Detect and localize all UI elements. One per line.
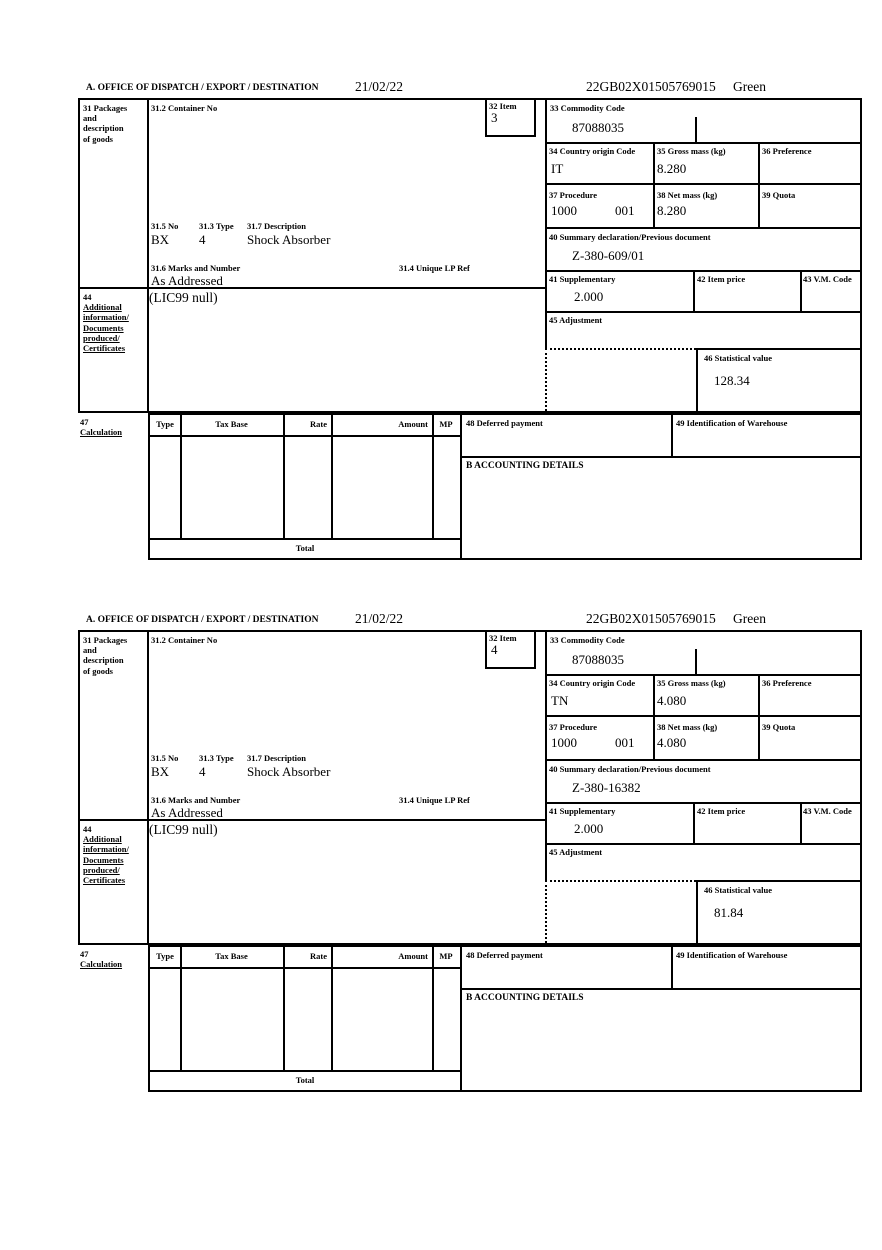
divider (80, 819, 545, 821)
statistical-value-box (696, 348, 860, 411)
item-price-label: 42 Item price (697, 806, 746, 816)
total-row: Total (148, 540, 462, 560)
package-kind-value: BX (151, 232, 170, 247)
packages-type-label: 31.3 Type (199, 753, 234, 763)
box31-label: 31 Packages and description of goods (83, 635, 128, 676)
commodity-code-subdivider (695, 117, 697, 142)
divider (800, 802, 802, 843)
deferred-payment-label: 48 Deferred payment (466, 418, 543, 428)
procedure-code-value: 1000 (551, 203, 577, 218)
dotted-divider (545, 880, 547, 943)
office-of-dispatch-label: A. OFFICE OF DISPATCH / EXPORT / DESTINATION (86, 83, 319, 93)
divider (545, 227, 860, 229)
divider (150, 435, 460, 437)
statistical-value: 128.34 (714, 373, 750, 388)
accounting-box (460, 413, 862, 560)
divider (462, 456, 860, 458)
divider (147, 632, 149, 943)
calculation-table (148, 413, 462, 540)
col-header-mp: MP (439, 951, 453, 961)
package-count-value: 4 (199, 764, 206, 779)
divider (432, 947, 434, 1070)
procedure-label: 37 Procedure (549, 190, 598, 200)
box44-label: 44 Additional information/ Documents produced/ Certificates (83, 292, 129, 353)
procedure-extra-value: 001 (615, 735, 635, 750)
procedure-label: 37 Procedure (549, 722, 598, 732)
divider (283, 415, 285, 538)
commodity-code-label: 33 Commodity Code (550, 635, 625, 645)
country-origin-value: TN (551, 693, 569, 708)
box47-label: 47 Calculation (80, 417, 123, 438)
summary-declaration-label: 40 Summary declaration/Previous document (549, 764, 711, 774)
divider (331, 947, 333, 1070)
marks-value: As Addressed (151, 273, 223, 288)
col-header-amount: Amount (398, 951, 428, 961)
previous-document-value: Z-380-16382 (572, 780, 641, 795)
accounting-details-label: B ACCOUNTING DETAILS (466, 993, 584, 1003)
col-header-type: Type (156, 951, 174, 961)
procedure-code-value: 1000 (551, 735, 577, 750)
office-of-dispatch-label: A. OFFICE OF DISPATCH / EXPORT / DESTINATION (86, 615, 319, 625)
description-label: 31.7 Description (247, 753, 307, 763)
col-header-tax-base: Tax Base (215, 419, 248, 429)
item-number-value: 3 (491, 110, 498, 125)
goods-description-value: Shock Absorber (247, 764, 331, 779)
gross-mass-value: 8.280 (657, 161, 687, 176)
net-mass-value: 8.280 (657, 203, 687, 218)
divider (545, 311, 860, 313)
gross-mass-label: 35 Gross mass (kg) (657, 678, 726, 688)
commodity-code-value: 87088035 (572, 120, 624, 135)
vm-code-label: 43 V.M. Code (803, 274, 852, 284)
col-header-mp: MP (439, 419, 453, 429)
total-row: Total (148, 1072, 462, 1092)
divider (800, 270, 802, 311)
divider (283, 947, 285, 1070)
divider (545, 759, 860, 761)
commodity-code-subdivider (695, 649, 697, 674)
col-header-rate: Rate (310, 419, 327, 429)
mrn-value: 22GB02X01505769015 (586, 611, 716, 626)
preference-label: 36 Preference (762, 146, 812, 156)
marks-label: 31.6 Marks and Number (151, 263, 241, 273)
item-number-box (485, 100, 536, 137)
description-label: 31.7 Description (247, 221, 307, 231)
adjustment-label: 45 Adjustment (549, 315, 603, 325)
container-no-label: 31.2 Container No (151, 635, 218, 645)
warehouse-label: 49 Identification of Warehouse (676, 950, 788, 960)
acceptance-date: 21/02/22 (355, 79, 404, 94)
declaration-item-section-1 (78, 76, 864, 566)
commodity-code-value: 87088035 (572, 652, 624, 667)
accounting-box (460, 945, 862, 1092)
package-kind-value: BX (151, 764, 170, 779)
col-header-type: Type (156, 419, 174, 429)
divider (180, 415, 182, 538)
packages-type-label: 31.3 Type (199, 221, 234, 231)
calculation-table (148, 945, 462, 1072)
divider (80, 287, 545, 289)
dotted-divider (545, 348, 547, 411)
item-detail-box (78, 98, 862, 413)
divider (545, 715, 860, 717)
divider (545, 802, 860, 804)
box31-label: 31 Packages and description of goods (83, 103, 128, 144)
statistical-value-label: 46 Statistical value (704, 353, 772, 363)
vm-code-label: 43 V.M. Code (803, 806, 852, 816)
box44-label: 44 Additional information/ Documents produced/ Certificates (83, 824, 129, 885)
divider (693, 802, 695, 843)
package-count-value: 4 (199, 232, 206, 247)
unique-lp-ref-label: 31.4 Unique LP Ref (399, 795, 470, 805)
box47-label: 47 Calculation (80, 949, 123, 970)
warehouse-label: 49 Identification of Warehouse (676, 418, 788, 428)
item-number-box (485, 632, 536, 669)
acceptance-date: 21/02/22 (355, 611, 404, 626)
mrn-value: 22GB02X01505769015 (586, 79, 716, 94)
marks-label: 31.6 Marks and Number (151, 795, 241, 805)
declaration-item-section-2 (78, 608, 864, 1098)
unique-lp-ref-label: 31.4 Unique LP Ref (399, 263, 470, 273)
adjustment-label: 45 Adjustment (549, 847, 603, 857)
item-label: 32 Item (489, 633, 517, 643)
packages-no-label: 31.5 No (151, 753, 179, 763)
deferred-payment-label: 48 Deferred payment (466, 950, 543, 960)
divider (545, 142, 860, 144)
country-origin-label: 34 Country origin Code (549, 678, 636, 688)
divider (180, 947, 182, 1070)
statistical-value-box (696, 880, 860, 943)
divider (671, 415, 673, 456)
preference-label: 36 Preference (762, 678, 812, 688)
dotted-divider (545, 880, 696, 882)
item-detail-box (78, 630, 862, 945)
item-price-label: 42 Item price (697, 274, 746, 284)
col-header-amount: Amount (398, 419, 428, 429)
divider (545, 183, 860, 185)
quota-label: 39 Quota (762, 722, 796, 732)
statistical-value-label: 46 Statistical value (704, 885, 772, 895)
additional-info-value: (LIC99 null) (149, 290, 218, 305)
divider (693, 270, 695, 311)
gross-mass-value: 4.080 (657, 693, 687, 708)
divider (545, 843, 860, 845)
col-header-tax-base: Tax Base (215, 951, 248, 961)
goods-description-value: Shock Absorber (247, 232, 331, 247)
statistical-value: 81.84 (714, 905, 744, 920)
net-mass-label: 38 Net mass (kg) (657, 722, 718, 732)
quota-label: 39 Quota (762, 190, 796, 200)
col-header-rate: Rate (310, 951, 327, 961)
procedure-extra-value: 001 (615, 203, 635, 218)
net-mass-value: 4.080 (657, 735, 687, 750)
divider (462, 988, 860, 990)
item-label: 32 Item (489, 101, 517, 111)
divider (671, 947, 673, 988)
divider (150, 967, 460, 969)
divider (331, 415, 333, 538)
supplementary-value: 2.000 (574, 289, 604, 304)
dotted-divider (545, 348, 696, 350)
packages-no-label: 31.5 No (151, 221, 179, 231)
routing-status: Green (733, 79, 766, 94)
supplementary-label: 41 Supplementary (549, 274, 616, 284)
additional-info-value: (LIC99 null) (149, 822, 218, 837)
marks-value: As Addressed (151, 805, 223, 820)
country-origin-value: IT (551, 161, 564, 176)
divider (545, 270, 860, 272)
supplementary-label: 41 Supplementary (549, 806, 616, 816)
net-mass-label: 38 Net mass (kg) (657, 190, 718, 200)
commodity-code-label: 33 Commodity Code (550, 103, 625, 113)
country-origin-label: 34 Country origin Code (549, 146, 636, 156)
supplementary-value: 2.000 (574, 821, 604, 836)
previous-document-value: Z-380-609/01 (572, 248, 645, 263)
item-number-value: 4 (491, 642, 498, 657)
accounting-details-label: B ACCOUNTING DETAILS (466, 461, 584, 471)
divider (432, 415, 434, 538)
summary-declaration-label: 40 Summary declaration/Previous document (549, 232, 711, 242)
container-no-label: 31.2 Container No (151, 103, 218, 113)
divider (545, 674, 860, 676)
gross-mass-label: 35 Gross mass (kg) (657, 146, 726, 156)
routing-status: Green (733, 611, 766, 626)
divider (147, 100, 149, 411)
